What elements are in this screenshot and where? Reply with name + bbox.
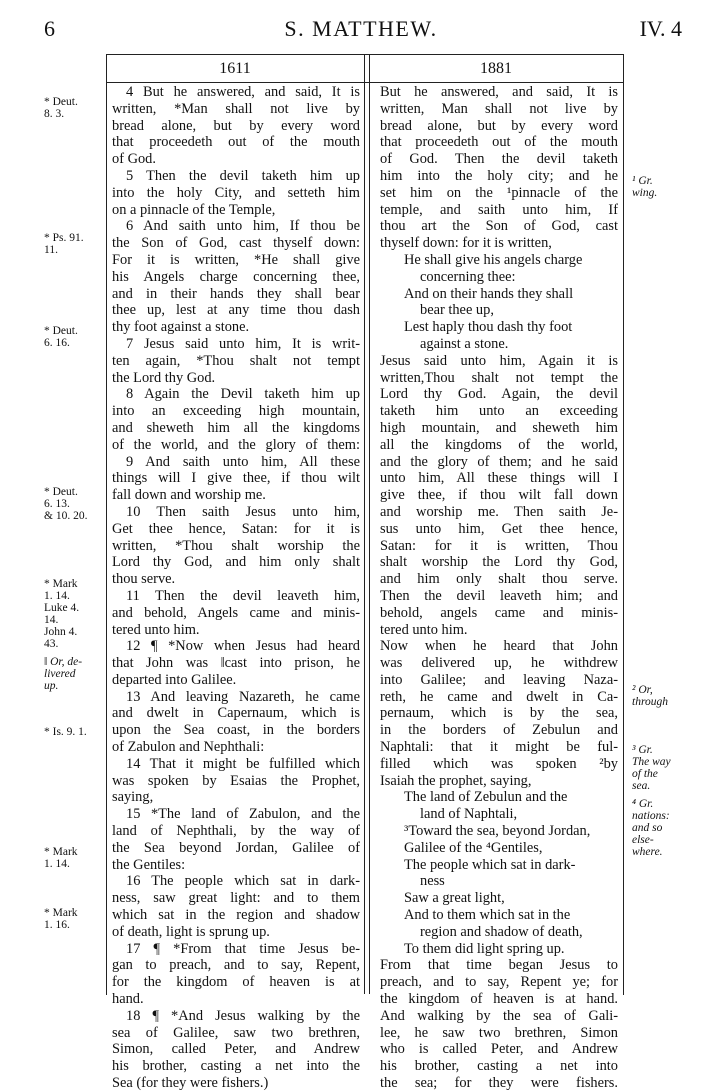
text-line — [374, 235, 618, 252]
verse-text: Then the devil leaveth him; and — [380, 587, 618, 604]
text-line — [374, 638, 618, 655]
verse-text: Saw a great light, — [404, 890, 505, 907]
text-line — [374, 521, 618, 538]
text-line — [374, 168, 618, 185]
text-line — [374, 151, 618, 168]
text-line — [374, 319, 618, 336]
verse-text: of God. Then the devil taketh — [380, 151, 618, 168]
text-line: 17 ¶ *From that time Jesus be- — [126, 940, 360, 957]
text-line — [374, 487, 618, 504]
margin-note: * Ps. 91. 11. — [44, 232, 84, 256]
text-line — [374, 336, 618, 353]
verse-text: sus unto him, Get thee hence, — [380, 520, 618, 537]
verse-text: temple, and saith unto him, If — [380, 201, 618, 218]
verse-text: who is called Peter, and Andrew — [380, 1041, 618, 1058]
text-line: the Sea beyond Jordan, Galilee of — [112, 839, 360, 856]
text-line: of the world, and the glory of them: — [112, 436, 360, 453]
text-line — [374, 991, 618, 1008]
page-header — [0, 0, 722, 50]
text-line — [374, 1058, 618, 1075]
text-line: the Lord thy God. — [112, 369, 216, 386]
verse-text: Satan: for it is written, Thou — [380, 537, 618, 554]
text-line — [374, 907, 618, 924]
text-line — [374, 185, 618, 202]
text-line: 16 The people which sat in dark- — [126, 873, 360, 890]
text-line — [374, 672, 618, 689]
text-line: saying, — [112, 789, 154, 806]
text-line: thou serve. — [112, 571, 176, 588]
margin-note: ² Or, through — [632, 684, 668, 708]
text-line: for the kingdom of heaven is at — [112, 974, 360, 991]
text-line — [374, 957, 618, 974]
text-line — [374, 252, 618, 269]
page-title: S. MATTHEW. — [284, 16, 438, 41]
left-column-1611-text — [112, 84, 360, 1092]
margin-note: * Mark 1. 16. — [44, 907, 78, 931]
right-column-year: 1881 — [480, 60, 512, 77]
verse-text: shalt worship the Lord thy God, — [380, 554, 618, 571]
verse-text: give thee, if thou wilt fall down — [380, 487, 618, 504]
margin-note: * Mark 1. 14. — [44, 846, 78, 870]
margin-note: ³ Gr. The way of the sea. — [632, 744, 671, 792]
verse-text: the kingdom of heaven is at hand. — [380, 991, 618, 1008]
text-line: 7 Jesus said unto him, It is writ- — [126, 335, 360, 352]
text-line: of Zabulon and Nephthali: — [112, 739, 265, 756]
text-line — [374, 974, 618, 991]
column-divider — [364, 54, 370, 994]
text-line: departed into Galilee. — [112, 671, 237, 688]
text-line: Sea (for they were fishers.) — [112, 1075, 269, 1092]
text-line: 15 *The land of Zabulon, and the — [126, 806, 360, 823]
text-line — [374, 857, 618, 874]
text-line: written, *Thou shalt worship the — [112, 537, 360, 554]
text-line — [374, 789, 618, 806]
text-line: and sheweth him all the kingdoms — [112, 419, 360, 436]
text-line — [374, 454, 618, 471]
right-column-1881-text — [374, 84, 618, 1092]
verse-text: and the glory of them; and he said — [380, 453, 618, 470]
text-line: thy foot against a stone. — [112, 319, 250, 336]
text-line: fall down and worship me. — [112, 487, 266, 504]
verse-text: into Galilee; and leaving Naza- — [380, 671, 618, 688]
verse-text: and worship me. Then saith Je- — [380, 503, 618, 520]
verse-text: taketh him unto an exceeding — [380, 403, 618, 420]
verse-text: thou art the Son of God, cast — [380, 218, 618, 235]
text-line: his Angels charge concerning thee, — [112, 268, 360, 285]
text-line — [374, 823, 618, 840]
text-line: 13 And leaving Nazareth, he came — [126, 688, 360, 705]
verse-text: the sea; for they were fishers. — [380, 1075, 618, 1092]
left-column-year: 1611 — [219, 60, 251, 77]
text-line: 5 Then the devil taketh him up — [126, 167, 360, 184]
text-line: sea of Galilee, saw two brethren, — [112, 1024, 360, 1041]
text-line: Simon, called Peter, and Andrew — [112, 1041, 360, 1058]
text-line — [374, 286, 618, 303]
text-line — [374, 941, 618, 958]
verse-text: Naphtali: that it might be ful- — [380, 739, 618, 756]
text-line — [374, 1041, 618, 1058]
verse-text: Isaiah the prophet, saying, — [380, 772, 532, 789]
verse-text: And walking by the sea of Gali- — [380, 1007, 618, 1024]
verse-text: that proceedeth out of the mouth — [380, 134, 618, 151]
verse-text: tered unto him. — [380, 621, 468, 638]
text-line: was spoken by Esaias the Prophet, — [112, 772, 360, 789]
text-line — [374, 1008, 618, 1025]
text-line: upon the Sea coast, in the borders — [112, 722, 360, 739]
margin-note: ¹ Gr. wing. — [632, 175, 658, 199]
verse-text: bear thee up, — [420, 302, 494, 319]
text-line — [374, 118, 618, 135]
text-line: tered unto him. — [112, 621, 200, 638]
text-line: gan to preach, and to say, Repent, — [112, 957, 360, 974]
text-line — [374, 554, 618, 571]
text-line — [374, 756, 618, 773]
text-line — [374, 101, 618, 118]
text-line: Get thee hence, Satan: for it is — [112, 520, 360, 537]
verse-text: against a stone. — [420, 335, 509, 352]
verse-text: was delivered up, he withdrew — [380, 655, 618, 672]
text-line: 14 That it might be fulfilled which — [126, 755, 360, 772]
text-line — [374, 840, 618, 857]
text-line: which sat in the region and shadow — [112, 907, 360, 924]
text-line: his brother, casting a net into the — [112, 1058, 360, 1075]
text-line: hand. — [112, 991, 144, 1008]
text-line — [374, 370, 618, 387]
text-line — [374, 689, 618, 706]
text-line: Lord thy God, and him only shalt — [112, 554, 360, 571]
verse-text: high mountain, and sheweth him — [380, 419, 618, 436]
text-line: written, *Man shall not live by — [112, 100, 360, 117]
text-line: 10 Then saith Jesus unto him, — [126, 503, 360, 520]
text-line — [374, 84, 618, 101]
text-line: and in their hands they shall bear — [112, 285, 360, 302]
margin-note: ‖ Or, de- livered up. — [44, 656, 83, 692]
text-line: land of Nephthali, by the way of — [112, 823, 360, 840]
verse-text: land of Naphtali, — [420, 806, 518, 823]
verse-text: in the borders of Zebulun and — [380, 722, 618, 739]
verse-text: his brother, casting a net into — [380, 1058, 618, 1075]
verse-text: and him only shalt thou serve. — [380, 571, 618, 588]
verse-text: preach, and to say, Repent ye; for — [380, 974, 618, 991]
text-line: For it is written, *He shall give — [112, 251, 360, 268]
text-line: thee up, lest at any time thou dash — [112, 302, 360, 319]
page-number: 6 — [44, 16, 55, 41]
verse-text: From that time began Jesus to — [380, 957, 618, 974]
text-line: 18 ¶ *And Jesus walking by the — [126, 1007, 360, 1024]
verse-text: concerning thee: — [420, 268, 516, 285]
verse-text: pernaum, which is by the sea, — [380, 705, 618, 722]
text-line — [374, 437, 618, 454]
verse-text: filled which was spoken ²by — [380, 755, 618, 772]
text-line: of death, light is sprung up. — [112, 923, 270, 940]
text-line: 12 ¶ *Now when Jesus had heard — [126, 638, 360, 655]
verse-text: region and shadow of death, — [420, 923, 583, 940]
verse-text: The people which sat in dark- — [404, 856, 576, 873]
text-line — [374, 403, 618, 420]
text-line: bread alone, but by every word — [112, 117, 360, 134]
text-line — [374, 806, 618, 823]
verse-text: Lest haply thou dash thy foot — [404, 319, 573, 336]
text-line: 8 Again the Devil taketh him up — [126, 386, 360, 403]
margin-note: * Deut. 6. 16. — [44, 325, 78, 349]
verse-text: written,Thou shalt not tempt the — [380, 369, 618, 386]
text-line — [374, 605, 618, 622]
text-line: into the holy City, and setteth him — [112, 184, 360, 201]
text-line — [374, 202, 618, 219]
verse-text: written, Man shall not live by — [380, 100, 618, 117]
text-line: and dwelt in Capernaum, which is — [112, 705, 360, 722]
verse-text: The land of Zebulun and the — [404, 789, 568, 806]
text-line — [374, 722, 618, 739]
text-line — [374, 218, 618, 235]
verse-text: To them did light spring up. — [404, 940, 565, 957]
verse-text: set him on the ¹pinnacle of the — [380, 184, 618, 201]
heading-rule — [106, 82, 624, 83]
text-line — [374, 655, 618, 672]
text-line — [374, 873, 618, 890]
verse-text: He shall give his angels charge — [404, 251, 583, 268]
text-line: ness, saw great light: and to them — [112, 890, 360, 907]
margin-note: * Deut. 6. 13. & 10. 20. — [44, 486, 88, 522]
margin-note: ⁴ Gr. nations: and so else- where. — [632, 798, 670, 858]
text-line — [374, 1075, 618, 1092]
text-line — [374, 538, 618, 555]
verse-text: lee, he saw two brethren, Simon — [380, 1024, 618, 1041]
verse-text: And to them which sat in the — [404, 907, 571, 924]
verse-text: behold, angels came and minis- — [380, 604, 618, 621]
text-line: the Gentiles: — [112, 856, 186, 873]
text-line: on a pinnacle of the Temple, — [112, 201, 276, 218]
text-line: that John was ‖cast into prison, he — [112, 655, 360, 672]
verse-text: Jesus said unto him, Again it is — [380, 352, 618, 369]
verse-text: him into the holy city; and he — [380, 167, 618, 184]
verse-text: Now when he heard that John — [380, 638, 618, 655]
text-line — [374, 571, 618, 588]
verse-text: ness — [420, 873, 445, 890]
text-line — [374, 420, 618, 437]
text-line — [374, 134, 618, 151]
verse-text: But he answered, and said, It is — [380, 84, 618, 100]
text-line — [374, 890, 618, 907]
verse-text: unto him, All these things will I — [380, 470, 618, 487]
text-line: 9 And saith unto him, All these — [126, 453, 360, 470]
text-line — [374, 773, 618, 790]
verse-text: And on their hands they shall — [404, 285, 574, 302]
margin-note: * Mark 1. 14. Luke 4. 14. John 4. 43. — [44, 578, 80, 650]
verse-text: Galilee of the ⁴Gentiles, — [404, 839, 543, 856]
text-line — [374, 504, 618, 521]
text-line: 6 And saith unto him, If thou be — [126, 218, 360, 235]
text-line: ten again, *Thou shalt not tempt — [112, 352, 360, 369]
margin-note: * Deut. 8. 3. — [44, 96, 78, 120]
text-line: that proceedeth out of the mouth — [112, 134, 360, 151]
text-line — [374, 353, 618, 370]
text-line: into an exceeding high mountain, — [112, 403, 360, 420]
text-line — [374, 739, 618, 756]
text-line — [374, 470, 618, 487]
text-line: 4 But he answered, and said, It is — [126, 84, 360, 100]
text-line — [374, 1025, 618, 1042]
verse-text: Lord thy God. Again, the devil — [380, 386, 618, 403]
verse-text: all the kingdoms of the world, — [380, 436, 618, 453]
chapter-reference: IV. 4 — [639, 16, 682, 41]
verse-text: thyself down: for it is written, — [380, 235, 552, 252]
text-line: 11 Then the devil leaveth him, — [126, 587, 360, 604]
text-line — [374, 622, 618, 639]
verse-text: bread alone, but by every word — [380, 117, 618, 134]
text-line — [374, 924, 618, 941]
text-line: and behold, Angels came and minis- — [112, 604, 360, 621]
text-line — [374, 705, 618, 722]
text-line: things will I give thee, if thou wilt — [112, 470, 360, 487]
text-line — [374, 588, 618, 605]
verse-text: reth, he came and dwelt in Ca- — [380, 688, 618, 705]
text-line — [374, 269, 618, 286]
margin-note: * Is. 9. 1. — [44, 726, 87, 738]
text-line — [374, 386, 618, 403]
text-line — [374, 302, 618, 319]
text-line: the Son of God, cast thyself down: — [112, 235, 360, 252]
text-line: of God. — [112, 151, 156, 168]
verse-text: ³Toward the sea, beyond Jordan, — [404, 823, 591, 840]
